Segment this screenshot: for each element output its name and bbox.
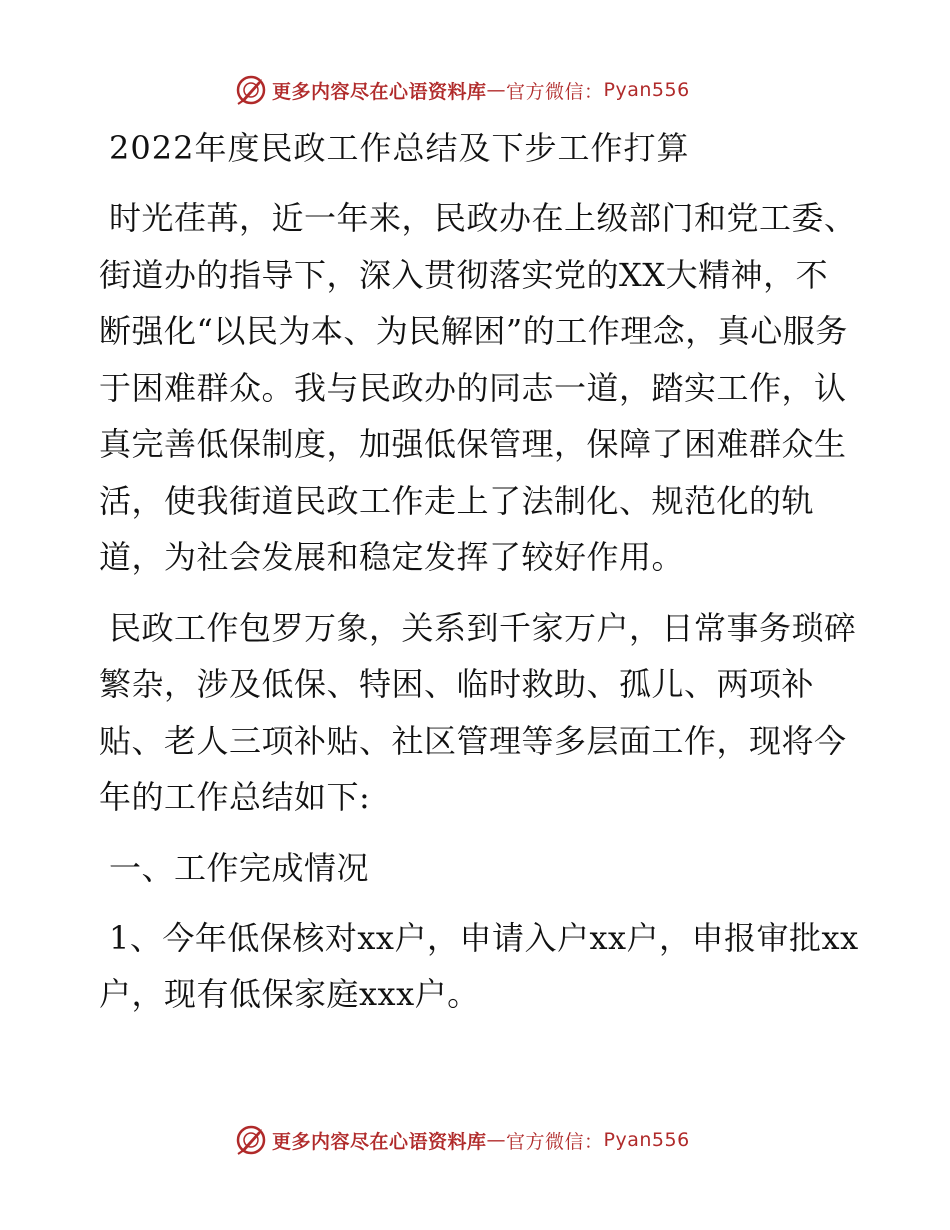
section-heading: 一、工作完成情况	[109, 848, 370, 887]
banner-dash: —	[486, 1129, 507, 1151]
banner-account: Pyan556	[603, 1129, 690, 1151]
quill-pen-logo-icon	[234, 73, 268, 107]
quill-pen-logo-icon	[234, 1123, 268, 1157]
intro-paragraph: 时光荏苒，近一年来，民政办在上级部门和党工委、街道办的指导下，深入贯彻落实党的XX大精神，不断强化“以民为本、为民解困”的工作理念，真心服务于困难群众。我与民政办的同志一道，踏实工作，认真完善低保制度，加强低保管理，保障了困难群众生活，使我街道民政工作走上了法制化、规范化的轨道，为社会发展和稳定发挥了较好作用。	[99, 199, 857, 576]
banner-official-label: 官方微信：	[506, 80, 604, 103]
banner-main-text: 更多内容尽在心语资料库	[272, 80, 487, 103]
overview-paragraph: 民政工作包罗万象，关系到千家万户，日常事务琐碎繁杂，涉及低保、特困、临时救助、孤儿、两项补贴、老人三项补贴、社区管理等多层面工作，现将今年的工作总结如下:	[99, 608, 857, 816]
footer-banner	[234, 1120, 690, 1160]
item-1-paragraph: 1、今年低保核对xx户，申请入户xx户，申报审批xx户，现有低保家庭xxx户。	[99, 918, 859, 1013]
document-body	[99, 120, 859, 1023]
banner-dash: —	[486, 79, 507, 101]
banner-account: Pyan556	[603, 79, 690, 101]
document-title: 2022年度民政工作总结及下步工作打算	[109, 129, 690, 167]
header-banner	[234, 70, 690, 110]
banner-main-text: 更多内容尽在心语资料库	[272, 1130, 487, 1153]
banner-official-label: 官方微信：	[506, 1130, 604, 1153]
